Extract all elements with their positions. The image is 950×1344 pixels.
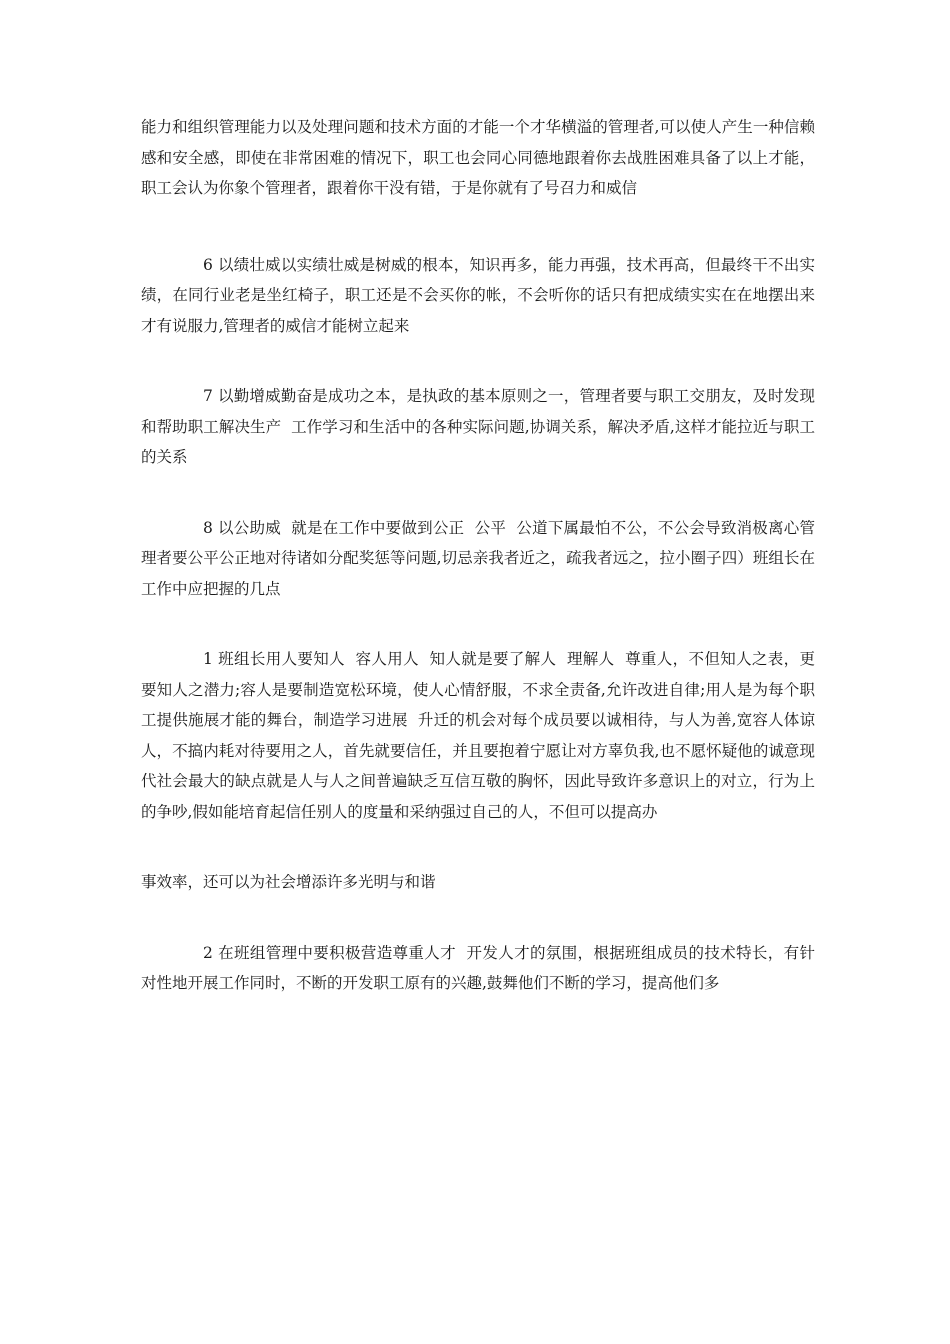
document-body: [141, 112, 815, 999]
paragraph-management-abilities: 能力和组织管理能力以及处理问题和技术方面的才能一个才华横溢的管理者,可以使人产生一种信赖感和安全感，即使在非常困难的情况下，职工也会同心同德地跟着你去战胜困难具备了以上才能，职工会认为你象个管理者，跟着你干没有错，于是你就有了号召力和威信: [141, 118, 815, 197]
paragraph-item-6: 6 以绩壮威以实绩壮威是树威的根本，知识再多，能力再强，技术再高，但最终干不出实绩，在同行业老是坐红椅子，职工还是不会买你的帐，不会听你的话只有把成绩实实在在地摆出来才有说服力,管理者的威信才能树立起来: [141, 255, 815, 335]
paragraph-section-4-item-2: 2 在班组管理中要积极营造尊重人才 开发人才的氛围，根据班组成员的技术特长，有针对性地开展工作同时，不断的开发职工原有的兴趣,鼓舞他们不断的学习，提高他们多: [141, 943, 815, 992]
paragraph-section-4-item-1: 1 班组长用人要知人 容人用人 知人就是要了解人 理解人 尊重人，不但知人之表，更要知人之潜力;容人是要制造宽松环境，使人心情舒服，不求全责备,允许改进自律;用人是为每个职工提供施展才能的舞台，制造学习进展 升迁的机会对每个成员要以诚相待，与人为善,宽容人体谅人，不搞内耗对待要用之人，首先就要信任，并且要抱着宁愿让对方辜负我,也不愿怀疑他的诚意现代社会最大的缺点就是人与人之间普遍缺乏互信互敬的胸怀，因此导致许多意识上的对立，行为上的争吵,假如能培育起信任别人的度量和采纳强过自己的人，不但可以提高办: [141, 650, 815, 821]
paragraph-item-8: 8 以公助威 就是在工作中要做到公正 公平 公道下属最怕不公，不公会导致消极离心管理者要公平公正地对待诸如分配奖惩等问题,切忌亲我者近之，疏我者远之，拉小圈子四）班组长在工作中应把握的几点: [141, 518, 815, 598]
paragraph-continuation: 事效率，还可以为社会增添许多光明与和谐: [141, 873, 436, 891]
paragraph-item-7: 7 以勤增威勤奋是成功之本，是执政的基本原则之一，管理者要与职工交朋友，及时发现和帮助职工解决生产 工作学习和生活中的各种实际问题,协调关系，解决矛盾,这样才能拉近与职工的关系: [141, 387, 815, 466]
